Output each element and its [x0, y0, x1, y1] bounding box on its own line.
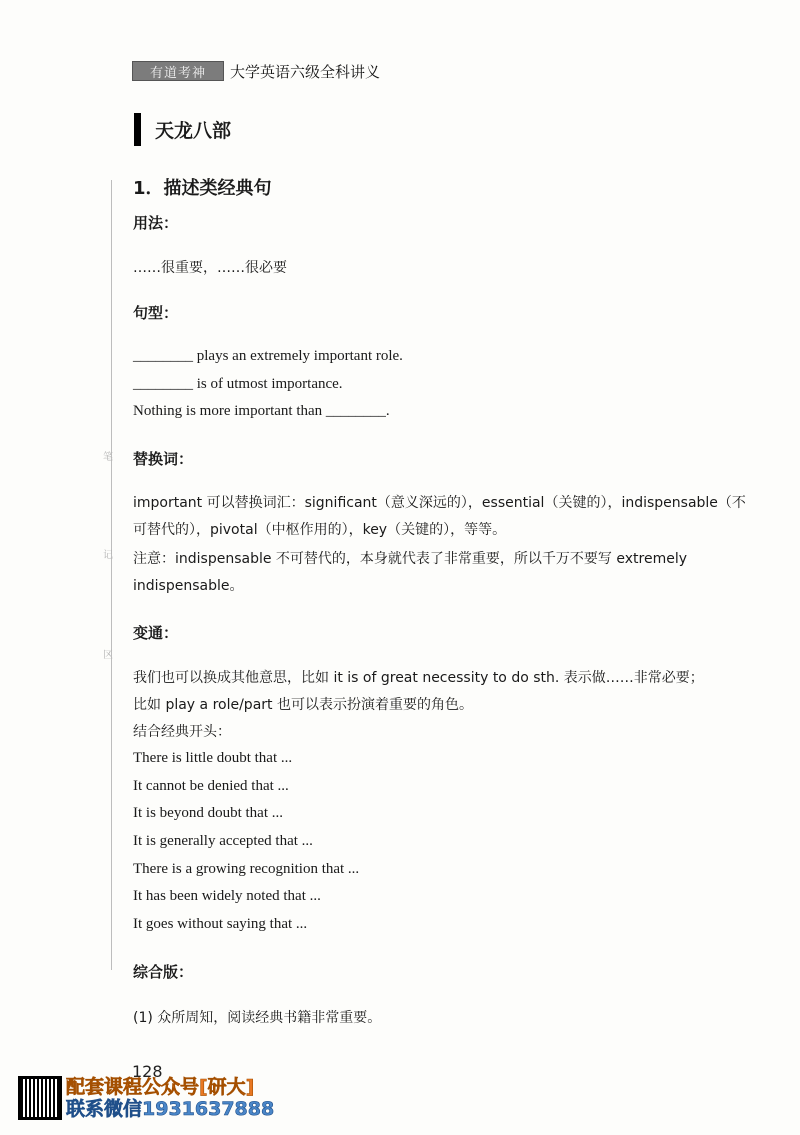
section-marker-bar: [134, 113, 141, 146]
comprehensive-label: 综合版：: [133, 963, 194, 981]
opening-line: There is little doubt that ...: [133, 750, 293, 766]
synonyms-note: 注意：indispensable 不可替代的，本身就代表了非常重要，所以千万不要写 extremely indispensable。: [133, 551, 687, 594]
opening-line: It cannot be denied that ...: [133, 777, 289, 794]
opening-line: It has been widely noted that ...: [133, 888, 321, 905]
variants-line-2: 比如 play a role/part 也可以表示扮演着重要的角色。: [133, 697, 473, 713]
variants-line-3: 结合经典开头：: [133, 724, 231, 740]
running-header: [132, 60, 380, 82]
opening-line: It is beyond doubt that ...: [133, 805, 283, 822]
page-number: 128: [132, 1062, 163, 1081]
publisher-logo: 有道考神: [132, 61, 224, 81]
watermark-line-1: 配套课程公众号[研大]: [66, 1076, 255, 1098]
synonyms-paragraph: important 可以替换词汇：significant（意义深远的），essential（关键的），indispensable（不可替代的），pivotal（中枢作用的），key（关键的），等等。: [133, 495, 746, 538]
watermark-line-2: 联系微信1931637888: [66, 1098, 275, 1120]
pattern-line: ________ is of utmost importance.: [133, 375, 343, 392]
margin-note-qu: 区: [103, 650, 113, 661]
variants-line-1: 我们也可以换成其他意思，比如 it is of great necessity to do sth. 表示做……非常必要；: [133, 670, 704, 686]
patterns-label: 句型：: [133, 304, 179, 322]
margin-rule: [111, 180, 112, 970]
opening-line: There is a growing recognition that ...: [133, 860, 360, 877]
qr-code-icon: [18, 1076, 62, 1120]
synonyms-label: 替换词：: [133, 450, 194, 468]
opening-list: [133, 745, 359, 939]
variants-label: 变通：: [133, 624, 179, 642]
item-title: 1．描述类经典句: [133, 178, 272, 199]
opening-line: It is generally accepted that ...: [133, 833, 313, 850]
section-title: 天龙八部: [155, 120, 232, 142]
pattern-line: ________ plays an extremely important role.: [133, 348, 403, 364]
usage-text: ……很重要，……很必要: [133, 260, 287, 276]
comprehensive-item-1: (1) 众所周知，阅读经典书籍非常重要。: [133, 1010, 382, 1026]
margin-note-bi: 笔: [103, 452, 113, 463]
book-title: 大学英语六级全科讲义: [230, 62, 381, 81]
opening-line: It goes without saying that ...: [133, 916, 308, 933]
watermark: [66, 1076, 274, 1120]
pattern-line: Nothing is more important than ________.: [133, 403, 390, 420]
usage-label: 用法：: [133, 214, 179, 232]
margin-note-ji: 记: [103, 550, 113, 561]
pattern-list: [133, 343, 403, 426]
